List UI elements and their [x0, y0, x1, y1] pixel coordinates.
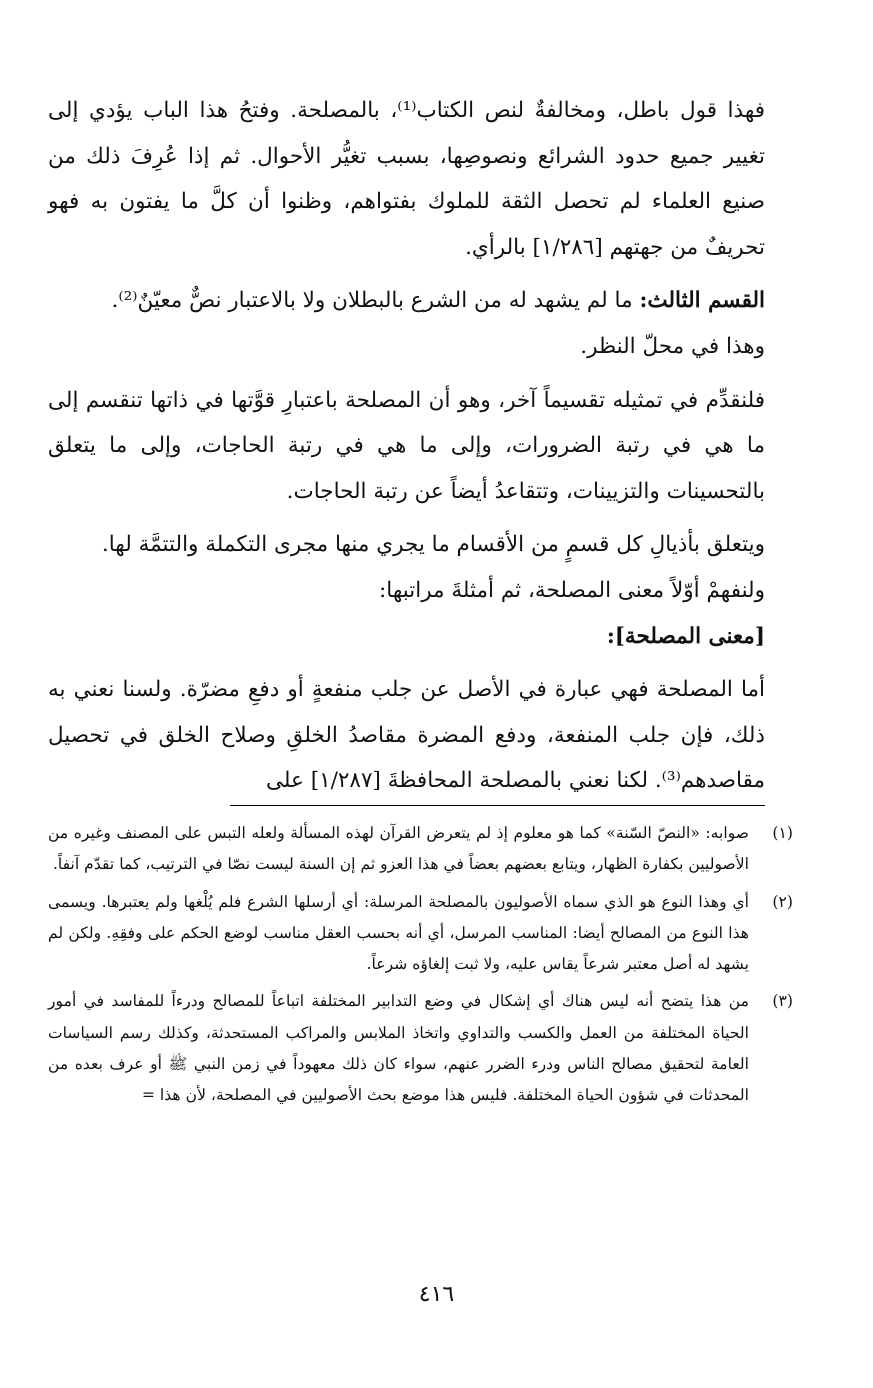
footnote-number: (٣) [772, 992, 793, 1011]
section-label: القسم الثالث: [639, 288, 765, 314]
paragraph-4: فلنقدِّم في تمثيله تقسيماً آخر، وهو أن المصلحة باعتبارِ قوَّتها في ذاتها تنقسم إلى ما هي في رتبة الضرورات، وإلى ما هي في رتبة الحاجات، وإلى ما يتعلق بالتحسينات والتزيينات، وتتقاعدُ أيضاً عن رتبة الحاجات. [48, 387, 765, 504]
main-text [48, 88, 765, 804]
footnote-text: أي وهذا النوع هو الذي سماه الأصوليون بالمصلحة المرسلة: أي أرسلها الشرع فلم يُلْغها ولم يعتبرها. ويسمى هذا النوع من المصالح أيضا: المناسب المرسل، أي أنه بحسب العقل مناسب لوضع الحكم على وفقِهِ. ولكن لم يشهد له أصل معتبر شرعاً يقاس عليه، ولا ثبت إلغاؤه شرعاً. [48, 892, 749, 974]
paragraph-5: ويتعلق بأذيالِ كل قسمٍ من الأقسام ما يجري منها مجرى التكملة والتتمَّة لها. [101, 532, 765, 558]
footnotes [48, 818, 793, 1118]
footnote-number: (٢) [772, 892, 793, 911]
footnote-3 [48, 986, 793, 1111]
section-heading: [معنى المصلحة]: [606, 623, 765, 649]
paragraph-7: أما المصلحة فهي عبارة في الأصل عن جلب منفعةٍ أو دفعِ مضرّة. ولسنا نعني به ذلك، فإن جلب المنفعة، ودفع المضرة مقاصدُ الخلقِ وصلاح الخلق في تحصيل مقاصدهم⁽³⁾. لكنا نعني بالمصلحة المحافظةَ [١/٢٨٧] على [48, 677, 765, 794]
paragraph-2 [48, 278, 765, 324]
footnote-number: (١) [772, 824, 793, 842]
paragraph-1: فهذا قول باطل، ومخالفةٌ لنص الكتاب⁽¹⁾، بالمصلحة. وفتحُ هذا الباب يؤدي إلى تغيير جميع حدود الشرائع ونصوصِها، بسبب تغيُّر الأحوال. ثم إذا عُرِفَ ذلك من صنيع العلماء لم تحصل الثقة للملوك بفتواهم، وظنوا أن كلَّ ما يفتون به فهو تحريفٌ من جهتهم [١/٢٨٦] بالرأي. [48, 98, 766, 260]
footnote-text: صوابه: «النصّ السّنة» كما هو معلوم إذ لم يتعرض القرآن لهذه المسألة ولعله التبس على المصنف وغيره من الأصوليين بكفارة الظهار، ويتابع بعضهم بعضاً في هذا العزو ثم إن السنة ليست نصّا في الترتيب، كما تقدّم آنفاً. [48, 824, 749, 874]
footnote-2 [48, 887, 793, 981]
section-text: ما لم يشهد له من الشرع بالبطلان ولا بالاعتبار نصٌّ معيّنٌ⁽²⁾. [111, 288, 640, 314]
footnote-text: من هذا يتضح أنه ليس هناك أي إشكال في وضع التدابير المختلفة اتباعاً للمصالح ودرءاً للمفاسد في أمور الحياة المختلفة من العمل والكسب والتداوي واتخاذ الملابس والمراكب المستحدثة، وكذلك رسم السياسات العامة لتحقيق مصالح الناس ودرء الضرر عنهم، سواء كان ذلك معهوداً في زمن النبي ﷺ أو عرف بعده من المحدثات في شؤون الحياة المختلفة. فليس هذا موضع بحث الأصوليين في المصلحة، لأن هذا = [48, 992, 749, 1105]
page-number: ٤١٦ [418, 1282, 455, 1307]
paragraph-6: ولنفهمْ أوّلاً معنى المصلحة، ثم أمثلةَ مراتبها: [379, 577, 765, 603]
paragraph-3: وهذا في محلّ النظر. [580, 333, 765, 359]
footnote-1 [48, 818, 793, 881]
footnote-separator [230, 805, 765, 806]
